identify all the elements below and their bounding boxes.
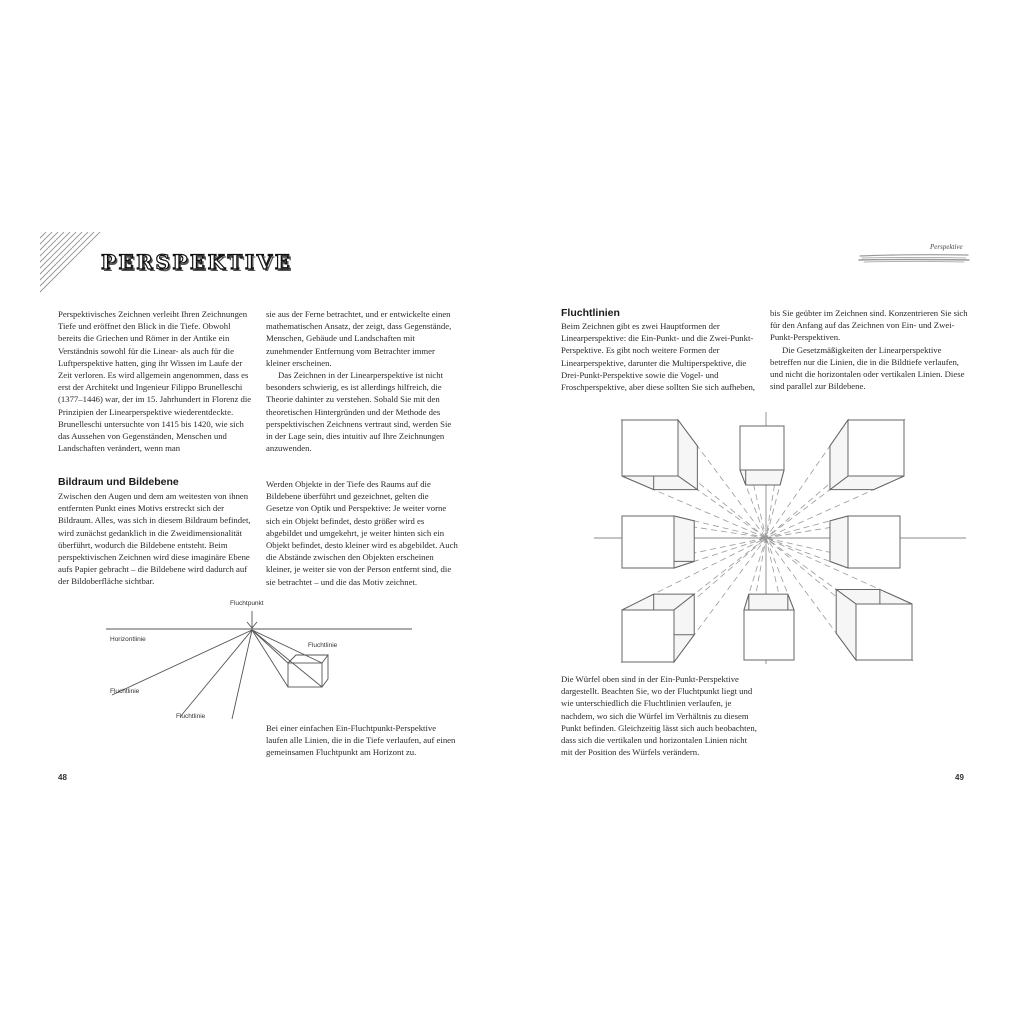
cube xyxy=(622,516,694,568)
cube-front-face xyxy=(622,516,674,568)
fluchtlinien-column-1 xyxy=(561,320,759,393)
label-fluchtpunkt: Fluchtpunkt xyxy=(230,600,264,607)
cube xyxy=(836,589,912,660)
cube xyxy=(740,426,784,485)
page-title: PERSPEKTIVE xyxy=(101,250,293,274)
intro-paragraph-2: Das Zeichnen in der Linearperspektive ist nicht besonders schwierig, es ist allerdings hilfreich, die Theorie dahinter zu verstehen. Sobald Sie mit den theoretischen Hintergründen und der Methode des perspektivischen Zeichnens vertraut sind, werden Sie in der Lage sein, dies intuitiv auf Ihre Zeichnungen anzuwenden. xyxy=(266,370,452,454)
cube-front-face xyxy=(744,610,794,660)
vanishing-line xyxy=(180,630,252,717)
cube-front-face xyxy=(848,516,900,568)
fluchtlinien-paragraph: Beim Zeichnen gibt es zwei Hauptformen der Linearperspektive: die Ein-Punkt- und die Zwei-Punkt-Perspektive. Es gibt noch weitere Formen der Linearperspektive, darunter die Multiperspektive, die Drei-Punkt-Perspektive sowie die Vogel- und Froschperspektive, aber diese sollten Sie sich aufheben, xyxy=(561,321,755,393)
cube xyxy=(622,594,694,662)
fluchtlinien-column-2 xyxy=(770,307,968,392)
label-horizontlinie: Horizontlinie xyxy=(110,636,146,643)
cube xyxy=(830,420,904,490)
label-fluchtlinie-bottom: Fluchtlinie xyxy=(176,713,206,720)
vanishing-line xyxy=(232,630,252,719)
cube xyxy=(830,516,900,568)
page-number-right: 49 xyxy=(955,773,964,782)
cube-side-face xyxy=(830,516,848,568)
cube-front-face xyxy=(848,420,904,476)
bildraum-paragraph-continued: Werden Objekte in der Tiefe des Raums auf die Bildebene überführt und gezeichnet, gelten die Gesetze von Optik und Perspektive: Je weiter vorne sich ein Objekt befindet, desto größer wird es abgebildet und umgekehrt, je weiter hinten sich ein Objekt befindet, desto kleiner wird es abgebildet. Auch die Abstände zwischen den Objekten erscheinen kleiner, je weiter sie von der Person entfernt sind, die sie betrachtet – und die das Motiv zeichnet. xyxy=(266,479,458,587)
section-heading-fluchtlinien: Fluchtlinien xyxy=(561,307,620,319)
diagram-caption: Bei einer einfachen Ein-Fluchtpunkt-Perspektive laufen alle Linien, die in die Tiefe verlaufen, auf einen gemeinsamen Fluchtpunkt am Horizont zu. xyxy=(266,723,456,758)
cube-side-face xyxy=(740,470,784,485)
page-number-left: 48 xyxy=(58,773,67,782)
label-fluchtlinie-box: Fluchtlinie xyxy=(308,642,338,649)
running-head-brush-stroke xyxy=(858,252,970,266)
intro-paragraph-continued: sie aus der Ferne betrachtet, und er entwickelte einen mathematischen Ansatz, der zeigt, dass Gegenstände, Menschen, Gebäude und Landschaften mit zunehmender Entfernung vom Betrachter immer kleiner erscheinen. xyxy=(266,309,452,368)
cube-front-face xyxy=(856,604,912,660)
fluchtlinien-paragraph-2: Die Gesetzmäßigkeiten der Linearperspektive betreffen nur die Linien, die in die Bildtiefe verlaufen, und nicht die horizontalen oder vertikalen Linien. Diese sind parallel zur Bildebene. xyxy=(770,344,965,392)
intro-paragraph: Perspektivisches Zeichnen verleiht Ihren Zeichnungen Tiefe und eröffnet den Blick in die Tiefe. Obwohl bereits die Griechen und Römer in der Antike ein Verständnis sowohl für die Linear- als auch für die Luftperspektive hatten, ging ihr Wissen im Laufe der Zeit verloren. Es wird allgemein angenommen, dass es erst der Architekt und Ingenieur Filippo Brunelleschi (1377–1446) war, der im 15. Jahrhundert in Florenz die Prinzipien der Linearperspektive wiederentdeckte. Brunelleschi untersuchte von 1415 bis 1420, wie sich das Aussehen von Gegenständen, Menschen und Landschaften verändert, wenn man xyxy=(58,309,252,454)
intro-column-2 xyxy=(266,308,458,454)
cube-side-face xyxy=(744,594,794,610)
cube-front-face xyxy=(622,610,674,662)
one-point-perspective-cubes-drawing xyxy=(590,402,970,667)
bildraum-column-2 xyxy=(266,478,458,588)
cube-side-face xyxy=(674,516,694,568)
title-hatch-decoration xyxy=(40,232,104,296)
cube-front-face xyxy=(740,426,784,470)
fluchtlinien-paragraph-continued: bis Sie geübter im Zeichnen sind. Konzentrieren Sie sich für den Anfang auf das Zeichnen von Ein- und Zwei-Punkt-Perspektiven. xyxy=(770,308,968,343)
label-fluchtlinie-left: Fluchtlinie xyxy=(110,688,140,695)
bildraum-paragraph: Zwischen den Augen und dem am weitesten von ihnen entfernten Punkt eines Motivs erstreckt sich der Bildraum. Alles, was sich in diesem Bildraum befindet, wird zunächst gedanklich in die Zweidimensionalität überführt, wodurch die Bildebene entsteht. Beim perspektivischen Zeichnen wird diese imaginäre Ebene aufs Papier gebracht – die Bildebene wird dadurch auf der Bildoberfläche sichtbar. xyxy=(58,491,251,587)
horizon-vanishing-point-diagram xyxy=(100,595,420,730)
cube-front-face xyxy=(622,420,678,476)
running-head: Perspektive xyxy=(930,243,963,251)
intro-column-1 xyxy=(58,308,252,454)
bildraum-column-1 xyxy=(58,490,252,588)
cubes-caption: Die Würfel oben sind in der Ein-Punkt-Perspektive dargestellt. Beachten Sie, wo der Fluchtpunkt liegt und wie unterschiedlich die Fluchtlinien verlaufen, je nachdem, wo sich die Würfel im Verhältnis zu diesem Punkt befinden. Gleichzeitig lässt sich auch beobachten, dass sich die vertikalen und horizontalen Linien nicht mit der Position des Würfels verändern. xyxy=(561,674,757,758)
cube xyxy=(622,420,697,490)
section-heading-bildraum: Bildraum und Bildebene xyxy=(58,476,179,488)
cube xyxy=(744,594,794,660)
